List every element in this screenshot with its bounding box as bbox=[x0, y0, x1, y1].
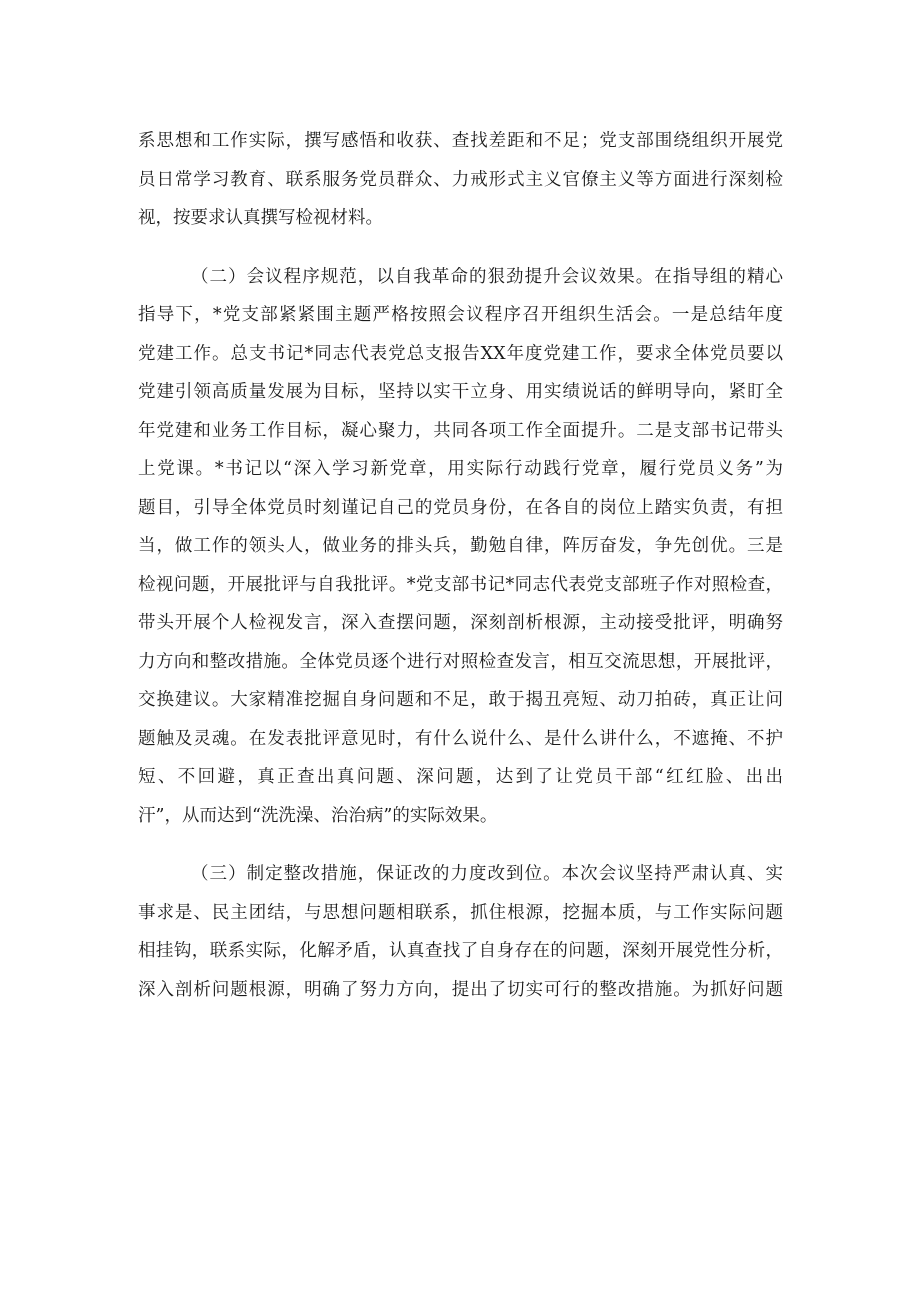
paragraph-line: （二）会议程序规范，以自我革命的狠劲提升会议效果。在指导组的精心 bbox=[191, 266, 783, 287]
paragraph-line: 题目，引导全体党员时刻谨记自己的党员身份，在各自的岗位上踏实负责，有担 bbox=[138, 497, 783, 518]
paragraph-line: 视，按要求认真撰写检视材料。 bbox=[138, 208, 383, 228]
paragraph-line: 党建引领高质量发展为目标，坚持以实干立身、用实绩说话的鲜明导向，紧盯全 bbox=[138, 382, 783, 402]
paragraph-1 bbox=[138, 122, 783, 238]
paragraph-line: 深入剖析问题根源，明确了努力方向，提出了切实可行的整改措施。为抓好问题 bbox=[138, 979, 783, 1000]
paragraph-line: 指导下，*党支部紧紧围主题严格按照会议程序召开组织生活会。一是总结年度 bbox=[138, 305, 783, 325]
paragraph-line: 年党建和业务工作目标，凝心聚力，共同各项工作全面提升。二是支部书记带头 bbox=[138, 420, 783, 441]
document-body bbox=[138, 122, 783, 1009]
paragraph-line: 力方向和整改措施。全体党员逐个进行对照检查发言，相互交流思想，开展批评， bbox=[138, 651, 783, 672]
paragraph-line: 上党课。*书记以“深入学习新党章，用实际行动践行党章，履行党员义务”为 bbox=[138, 459, 783, 479]
paragraph-line: 员日常学习教育、联系服务党员群众、力戒形式主义官僚主义等方面进行深刻检 bbox=[138, 169, 783, 190]
paragraph-line: （三）制定整改措施，保证改的力度改到位。本次会议坚持严肃认真、实 bbox=[191, 864, 783, 884]
paragraph-line: 题触及灵魂。在发表批评意见时，有什么说什么、是什么讲什么，不遮掩、不护 bbox=[138, 728, 783, 749]
paragraph-line: 系思想和工作实际，撰写感悟和收获、查找差距和不足；党支部围绕组织开展党 bbox=[138, 131, 783, 151]
paragraph-line: 带头开展个人检视发言，深入查摆问题，深刻剖析根源，主动接受批评，明确努 bbox=[138, 613, 783, 633]
paragraph-line: 当，做工作的领头人，做业务的排头兵，勤勉自律，阵厉奋发，争先创优。三是 bbox=[138, 536, 783, 556]
paragraph-line: 汗”，从而达到“洗洗澡、治治病”的实际效果。 bbox=[138, 805, 498, 826]
paragraph-line: 交换建议。大家精准挖掘自身问题和不足，敢于揭丑亮短、动刀拍砖，真正让问 bbox=[138, 690, 783, 710]
paragraph-line: 相挂钩，联系实际，化解矛盾，认真查找了自身存在的问题，深刻开展党性分析， bbox=[138, 941, 783, 961]
paragraph-line: 检视问题，开展批评与自我批评。*党支部书记*同志代表党支部班子作对照检查， bbox=[138, 574, 783, 595]
paragraph-line: 短、不回避，真正查出真问题、深问题，达到了让党员干部“红红脸、出出 bbox=[138, 767, 783, 787]
paragraph-line: 党建工作。总支书记*同志代表党总支报告XX年度党建工作，要求全体党员要以 bbox=[138, 343, 783, 364]
paragraph-2 bbox=[138, 258, 783, 836]
paragraph-line: 事求是、民主团结，与思想问题相联系，抓住根源，挖掘本质，与工作实际问题 bbox=[138, 902, 783, 923]
paragraph-3 bbox=[138, 855, 783, 1009]
